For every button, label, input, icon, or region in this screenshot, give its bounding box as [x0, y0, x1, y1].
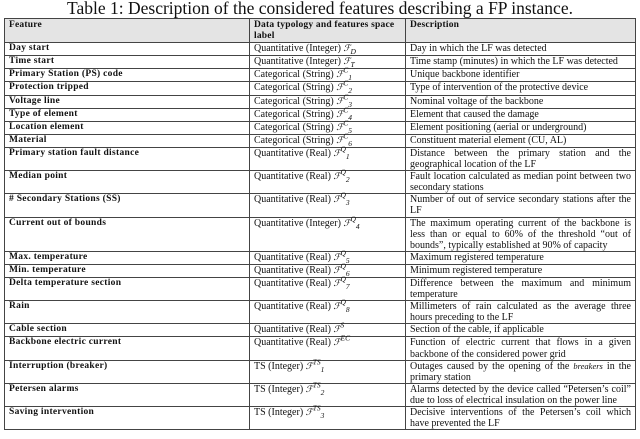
table-row: [5, 194, 636, 217]
table-row: [5, 301, 636, 324]
symbol-subscript: 6: [345, 268, 350, 278]
feature-description: [406, 171, 636, 194]
symbol-superscript: TS: [312, 357, 321, 367]
type-label: Quantitative (Real): [254, 337, 331, 349]
table-caption: Table 1: Description of the considered features describing a FP instance.: [67, 0, 573, 18]
symbol-superscript: S: [340, 321, 345, 331]
table-row: [5, 95, 636, 108]
data-typology: [250, 357, 406, 383]
symbol-subscript: 7: [345, 281, 350, 291]
feature-space-symbol: ℱ: [305, 361, 313, 372]
feature-description: [406, 69, 636, 82]
table-row: [5, 147, 636, 170]
symbol-subscript: 3: [320, 411, 325, 420]
data-typology: [250, 79, 406, 96]
data-typology: [250, 403, 406, 430]
data-typology: [250, 56, 406, 69]
type-label: Categorical (String): [254, 108, 334, 120]
data-typology: [250, 261, 406, 278]
feature-description: [406, 360, 636, 383]
data-typology: [250, 380, 406, 406]
symbol-superscript: C: [343, 105, 349, 115]
description-text: Fault location calculated as median point between two secondary stations: [410, 171, 631, 194]
table-row: [5, 108, 636, 121]
feature-description: [406, 43, 636, 56]
description-text: Minimum registered temperature: [410, 264, 543, 276]
feature-description: [406, 324, 636, 337]
type-label: TS (Integer): [254, 360, 304, 372]
header-data-typology: Data typology and features space label: [250, 19, 406, 43]
table-row: [5, 56, 636, 69]
feature-name: Max. temperature: [5, 251, 250, 264]
symbol-subscript: 3: [345, 198, 350, 208]
feature-name: Petersen alarms: [5, 383, 250, 406]
feature-name: Cable section: [5, 324, 250, 337]
feature-description: [406, 56, 636, 69]
type-label: Quantitative (Integer): [254, 56, 341, 68]
data-typology: [250, 144, 406, 170]
type-label: Categorical (String): [254, 69, 334, 81]
description-text: Difference between the maximum and minimum temperature: [410, 277, 631, 301]
feature-description: [406, 383, 636, 406]
feature-space-symbol: ℱ: [336, 70, 344, 81]
symbol-superscript: Q: [340, 274, 346, 284]
type-label: Quantitative (Real): [254, 264, 331, 276]
feature-name: Voltage line: [5, 95, 250, 108]
description-text: Section of the cable, if applicable: [410, 324, 544, 336]
symbol-superscript: C: [343, 92, 349, 102]
description-text: The maximum operating current of the backbone is less than or equal to 60% of the threshold “out of bounds”, typically established at 90% of capacity: [410, 217, 631, 251]
feature-space-symbol: ℱ: [305, 384, 313, 395]
feature-description: [406, 264, 636, 277]
symbol-superscript: Q: [340, 248, 346, 258]
symbol-subscript: 1: [320, 364, 325, 374]
feature-name: Backbone electric current: [5, 337, 250, 360]
description-text: Alarms detected by the device called “Petersen’s coil” due to loss of electrical insulation on the power line: [410, 383, 631, 406]
symbol-superscript: C: [343, 66, 349, 76]
feature-description: [406, 108, 636, 121]
feature-description: [406, 147, 636, 170]
table-row: [5, 251, 636, 264]
description-text-end: in the primary station: [410, 360, 631, 383]
table-row: [5, 69, 636, 82]
feature-description: [406, 251, 636, 264]
data-typology: [250, 190, 406, 217]
table-row: [5, 324, 636, 337]
description-text: Millimeters of rain calculated as the average three hours preceding to the LF: [410, 301, 631, 324]
table-row: [5, 277, 636, 300]
data-typology: [250, 66, 406, 83]
symbol-subscript: 4: [348, 112, 353, 122]
feature-description: [406, 82, 636, 95]
data-typology: [250, 167, 406, 194]
feature-space-symbol: ℱ: [336, 122, 344, 133]
feature-name: Median point: [5, 171, 250, 194]
table-row: [5, 264, 636, 277]
type-label: Quantitative (Real): [254, 147, 331, 159]
symbol-subscript: 5: [345, 255, 350, 265]
feature-description: [406, 407, 636, 430]
description-text: Outages caused by the opening of the: [410, 360, 574, 372]
symbol-subscript: 1: [345, 151, 350, 161]
feature-space-symbol: ℱ: [333, 195, 341, 206]
feature-name: Location element: [5, 121, 250, 134]
symbol-superscript: C: [343, 79, 349, 89]
description-text: Number of out of service secondary stations after the LF: [410, 194, 631, 217]
feature-space-symbol: ℱ: [336, 83, 344, 94]
symbol-subscript: 3: [348, 99, 353, 109]
type-label: Categorical (String): [254, 134, 334, 146]
table-row: [5, 134, 636, 147]
type-label: Quantitative (Real): [254, 194, 331, 206]
description-text: Nominal voltage of the backbone: [410, 95, 544, 107]
symbol-superscript: Q: [340, 261, 346, 271]
feature-space-symbol: ℱ: [343, 218, 351, 229]
feature-space-symbol: ℱ: [333, 338, 341, 349]
description-text: Function of electric current that flows in a given backbone of the considered power grid: [410, 337, 631, 360]
feature-space-symbol: ℱ: [333, 325, 341, 336]
type-label: Quantitative (Real): [254, 277, 331, 289]
table-row: [5, 171, 636, 194]
description-text: Maximum registered temperature: [410, 251, 544, 263]
feature-space-symbol: ℱ: [333, 302, 341, 313]
description-text: Unique backbone identifier: [410, 69, 520, 81]
symbol-superscript: C: [343, 118, 349, 128]
type-label: Categorical (String): [254, 82, 334, 94]
description-emphasis: breakers: [573, 360, 603, 371]
type-label: Quantitative (Integer): [254, 43, 341, 55]
symbol-superscript: EC: [340, 334, 351, 344]
data-typology: [250, 248, 406, 265]
feature-name: Current out of bounds: [5, 217, 250, 251]
feature-description: [406, 301, 636, 324]
symbol-superscript: TS: [312, 403, 321, 413]
feature-name: # Secondary Stations (SS): [5, 194, 250, 217]
feature-space-symbol: ℱ: [336, 109, 344, 120]
feature-name: Material: [5, 134, 250, 147]
feature-space-symbol: ℱ: [333, 252, 341, 263]
feature-description: [406, 134, 636, 147]
symbol-subscript: 8: [345, 305, 350, 315]
feature-description: [406, 217, 636, 251]
symbol-subscript: 2: [320, 387, 325, 397]
feature-name: Primary Station (PS) code: [5, 69, 250, 82]
symbol-subscript: 1: [348, 73, 353, 83]
table-row: [5, 217, 636, 251]
data-typology: [250, 334, 406, 360]
symbol-subscript: T: [350, 60, 355, 70]
data-typology: [250, 118, 406, 135]
symbol-superscript: Q: [340, 144, 346, 154]
symbol-superscript: Q: [340, 167, 346, 177]
type-label: Quantitative (Real): [254, 251, 331, 263]
feature-description: [406, 121, 636, 134]
symbol-subscript: 2: [345, 175, 350, 185]
description-text: Decisive interventions of the Petersen’s coil which have prevented the LF: [410, 407, 631, 430]
symbol-superscript: TS: [312, 380, 321, 390]
feature-name: Rain: [5, 301, 250, 324]
data-typology: [250, 274, 406, 300]
type-label: Categorical (String): [254, 121, 334, 133]
symbol-superscript: Q: [340, 297, 346, 307]
symbol-superscript: C: [343, 131, 349, 141]
feature-name: Saving intervention: [5, 407, 250, 430]
description-text: Day in which the LF was detected: [410, 43, 547, 55]
table-row: [5, 407, 636, 430]
description-text: Type of intervention of the protective device: [410, 82, 589, 94]
feature-name: Day start: [5, 43, 250, 56]
feature-space-symbol: ℱ: [333, 278, 341, 289]
description-text: Distance between the primary station and the geographical location of the LF: [410, 147, 631, 171]
data-typology: [250, 321, 406, 337]
data-typology: [250, 131, 406, 148]
table-header-row: [5, 19, 636, 43]
symbol-superscript: Q: [340, 190, 346, 200]
type-label: Quantitative (Integer): [254, 217, 341, 229]
feature-space-symbol: ℱ: [333, 148, 341, 159]
description-text: Constituent material element (CU, AL): [410, 134, 567, 146]
feature-description: [406, 337, 636, 360]
feature-description: [406, 277, 636, 300]
feature-name: Protection tripped: [5, 82, 250, 95]
type-label: Quantitative (Real): [254, 171, 331, 183]
symbol-superscript: Q: [350, 214, 356, 224]
description-text: Element that caused the damage: [410, 108, 539, 120]
feature-name: Type of element: [5, 108, 250, 121]
feature-space-symbol: ℱ: [336, 135, 344, 146]
feature-space-symbol: ℱ: [336, 96, 344, 107]
symbol-subscript: 4: [355, 221, 360, 231]
feature-space-symbol: ℱ: [305, 408, 313, 418]
header-description: Description: [406, 19, 636, 43]
symbol-subscript: 5: [348, 125, 353, 135]
data-typology: [250, 297, 406, 324]
feature-space-symbol: ℱ: [343, 44, 351, 55]
header-feature: Feature: [5, 19, 250, 43]
feature-description: [406, 194, 636, 217]
table-row: [5, 82, 636, 95]
feature-name: Interruption (breaker): [5, 360, 250, 383]
feature-space-symbol: ℱ: [333, 265, 341, 276]
type-label: Quantitative (Real): [254, 301, 331, 313]
feature-space-symbol: ℱ: [333, 172, 341, 183]
data-typology: [250, 43, 406, 56]
description-text: Time stamp (minutes) in which the LF was detected: [410, 56, 618, 68]
data-typology: [250, 214, 406, 251]
features-table: [4, 18, 636, 430]
table-row: [5, 43, 636, 56]
type-label: Categorical (String): [254, 95, 334, 107]
symbol-subscript: 6: [348, 138, 353, 148]
data-typology: [250, 105, 406, 122]
description-text: Element positioning (aerial or underground): [410, 121, 587, 133]
feature-space-symbol: ℱ: [343, 57, 351, 68]
symbol-subscript: D: [350, 47, 356, 57]
feature-name: Min. temperature: [5, 264, 250, 277]
feature-name: Delta temperature section: [5, 277, 250, 300]
type-label: TS (Integer): [254, 383, 304, 395]
feature-description: [406, 95, 636, 108]
data-typology: [250, 92, 406, 109]
table-row: [5, 121, 636, 134]
feature-name: Primary station fault distance: [5, 147, 250, 170]
feature-name: Time start: [5, 56, 250, 69]
table-body: [5, 43, 636, 430]
type-label: TS (Integer): [254, 407, 304, 418]
type-label: Quantitative (Real): [254, 324, 331, 336]
symbol-subscript: 2: [348, 86, 353, 96]
